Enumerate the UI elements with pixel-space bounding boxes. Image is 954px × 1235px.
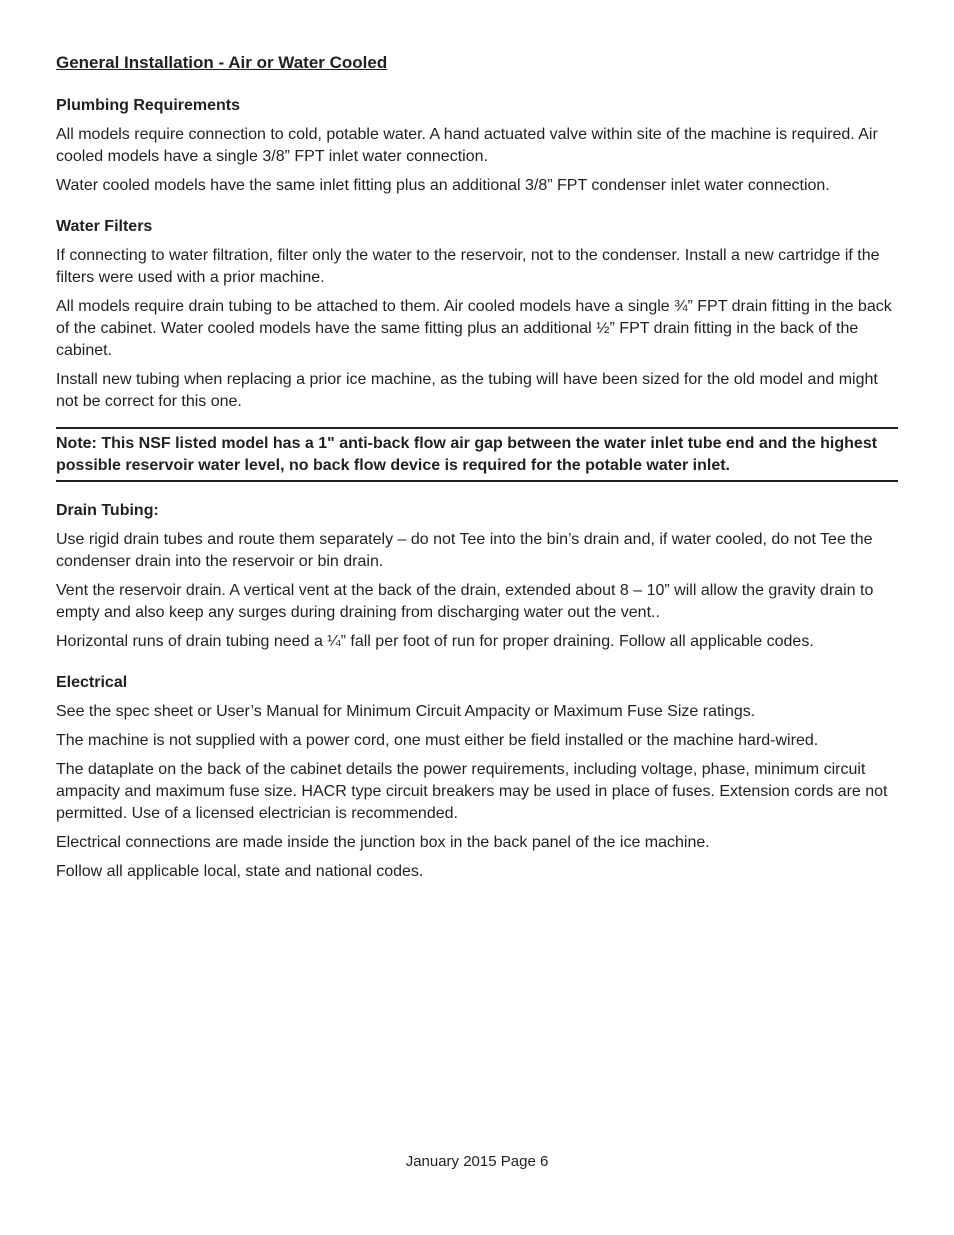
- electrical-paragraph-1: See the spec sheet or User’s Manual for Minimum Circuit Ampacity or Maximum Fuse Size ratings.: [56, 703, 756, 720]
- drain-tubing-paragraph-2: Vent the reservoir drain. A vertical vent at the back of the drain, extended about 8 – 10” will allow the gravity drain to empty and also keep any surges during draining from discharging water out the vent..: [56, 582, 874, 621]
- section-electrical: [56, 673, 898, 883]
- electrical-paragraph-2: The machine is not supplied with a power cord, one must either be field installed or the machine hard-wired.: [56, 732, 819, 749]
- electrical-paragraph-3: The dataplate on the back of the cabinet details the power requirements, including voltage, phase, minimum circuit ampacity and maximum fuse size. HACR type circuit breakers may be used in place of fuses. Extension cords are not permitted. Use of a licensed electrician is recommended.: [56, 761, 888, 822]
- plumbing-paragraph-2: Water cooled models have the same inlet fitting plus an additional 3/8” FPT condenser inlet water connection.: [56, 177, 830, 194]
- section-water-filters: [56, 217, 898, 413]
- section-drain-tubing: [56, 501, 898, 653]
- section-plumbing: [56, 96, 898, 197]
- plumbing-paragraph-1: All models require connection to cold, potable water. A hand actuated valve within site of the machine is required. Air cooled models have a single 3/8” FPT inlet water connection.: [56, 126, 878, 165]
- page-title: General Installation - Air or Water Cooled: [56, 53, 388, 72]
- nsf-note-box: Note: This NSF listed model has a 1" anti-back flow air gap between the water inlet tube end and the highest possible reservoir water level, no back flow device is required for the potable water inlet.: [56, 427, 898, 482]
- page-footer: January 2015 Page 6: [405, 1153, 549, 1170]
- water-filters-heading: Water Filters: [56, 218, 153, 235]
- water-filters-paragraph-3: Install new tubing when replacing a prior ice machine, as the tubing will have been sized for the old model and might not be correct for this one.: [56, 371, 878, 410]
- electrical-paragraph-5: Follow all applicable local, state and national codes.: [56, 863, 424, 880]
- plumbing-heading: Plumbing Requirements: [56, 97, 241, 114]
- water-filters-paragraph-2: All models require drain tubing to be attached to them. Air cooled models have a single ¾” FPT drain fitting in the back of the cabinet. Water cooled models have the same fitting plus an additional ½” FPT drain fitting in the back of the cabinet.: [56, 298, 892, 359]
- electrical-heading: Electrical: [56, 674, 128, 691]
- electrical-paragraph-4: Electrical connections are made inside the junction box in the back panel of the ice machine.: [56, 834, 710, 851]
- water-filters-paragraph-1: If connecting to water filtration, filter only the water to the reservoir, not to the condenser. Install a new cartridge if the filters were used with a prior machine.: [56, 247, 880, 286]
- drain-tubing-paragraph-3: Horizontal runs of drain tubing need a ¼” fall per foot of run for proper draining. Follow all applicable codes.: [56, 633, 814, 650]
- drain-tubing-paragraph-1: Use rigid drain tubes and route them separately – do not Tee into the bin’s drain and, if water cooled, do not Tee the condenser drain into the reservoir or bin drain.: [56, 531, 873, 570]
- page-content: [56, 52, 898, 903]
- drain-tubing-heading: Drain Tubing:: [56, 502, 159, 519]
